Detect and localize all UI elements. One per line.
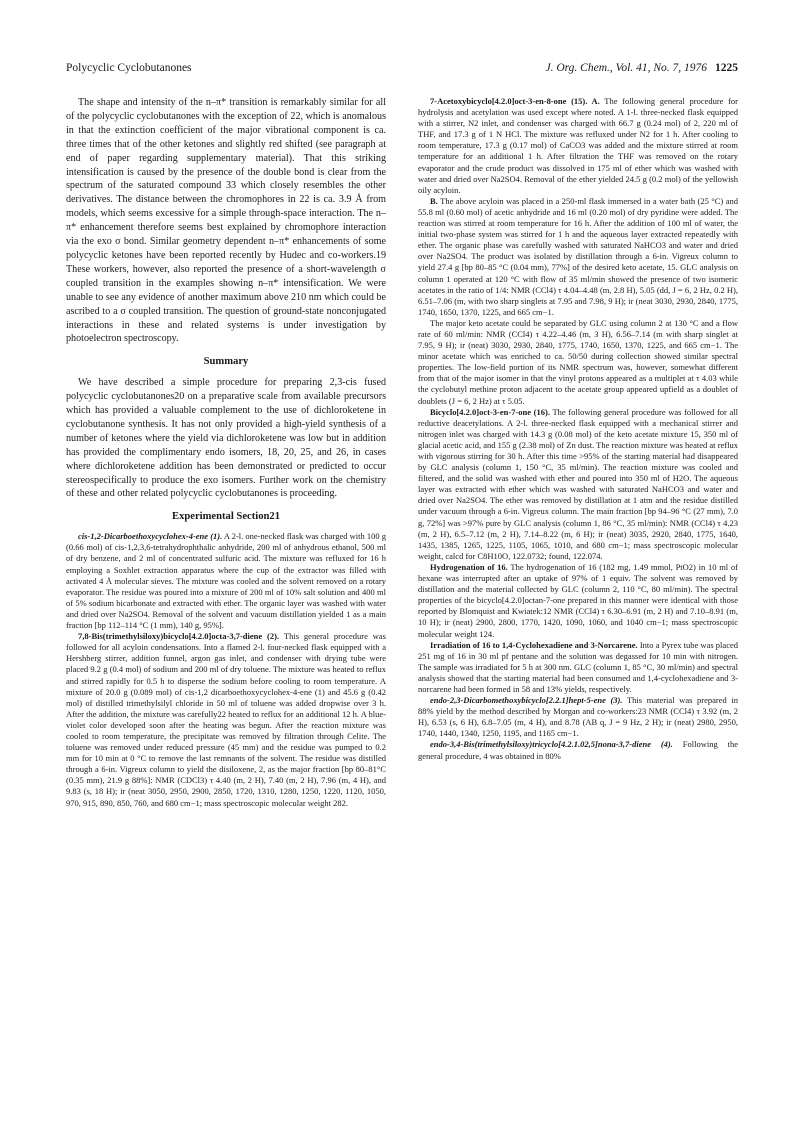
procedure-title: Hydrogenation of 16. bbox=[430, 561, 508, 572]
procedure-text: This material was prepared in 88% yield by the method described by Morgan and co-workers:23 NMR (CCl4) τ 3.92 (m, 2 H), 6.53 (s, 6 H), 6.8–7.05 (m, 4 H), and 8.78 (AB q, J = 9 Hz, 2 H); ir (neat) 2980, 2950, 1740, 1440, 1340, 1250, 1195, and 1165 cm−1. bbox=[418, 695, 738, 739]
procedure-text: Following the general procedure, 4 was obtained in 80% bbox=[418, 739, 739, 761]
right-column bbox=[418, 96, 738, 762]
lead-text bbox=[66, 96, 386, 524]
procedure-title: Irradiation of 16 to 1,4-Cyclohexadiene and 3-Norcarene. bbox=[430, 639, 638, 650]
journal-citation bbox=[545, 62, 738, 74]
summary-heading: Summary bbox=[203, 356, 249, 368]
procedure-text: Into a Pyrex tube was placed 251 mg of 16 in 30 ml pf pentane and the solution was degassed for 10 min with nitrogen. The sample was irradiated for 5 h at 300 nm. GLC (column 1, 85 °C, 30 ml/min) and spectral analysis showed that the starting material had been consumed and 1,4-cyclohexadiene and 3-norcarene had been formed in 58 and 13% yields, respectively. bbox=[418, 639, 738, 694]
procedure-text: The following general procedure for hydrolysis and acetylation was used except where noted. A 1-l. three-necked flask equipped with a stirrer, N2 inlet, and condenser was charged with 66.7 g (0.24 mol) of 2, 220 ml of THF, and 17.3 g of 1 N HCl. The mixture was refluxed under N2 for 1 h. After cooling to room temperature, 17.3 g (0.17 mol) of CaCO3 was added and the mixture stirred at room temperature for an additional 1 h. After filtration the THF was removed on the rotary evaporator and the crude product was dissolved in 175 ml of ether which was washed with water and dried over Na2SO4. Removal of the ether yielded 24.5 g (0.2 mol) of the yellowish oily acyloin. bbox=[418, 96, 738, 195]
procedure-paragraph bbox=[66, 631, 386, 809]
procedure-paragraph bbox=[66, 531, 386, 631]
procedure-paragraph bbox=[418, 695, 738, 739]
procedure-title: endo-2,3-Dicarbomethoxybicyclo[2.2.1]hept-5-ene (3). bbox=[430, 695, 623, 706]
procedure-paragraph bbox=[418, 640, 738, 695]
procedure-text: The hydrogenation of 16 (182 mg, 1.49 mmol, PtO2) in 10 ml of hexane was interrupted after an uptake of 97% of 1 equiv. The solvent was removed by distillation and the material collected by GLC (column 2, 110 °C, 80 ml/min). The spectral properties of the bicyclo[4.2.0]octan-7-one prepared in this manner were identical with those reported by Blomquist and Kwiatek:12 NMR (CCl4) τ 6.30–6.91 (m, 2 H) and 7.10–8.91 (m, 10 H); ir (neat) 2900, 2800, 1770, 1420, 1090, 1060, and 1040 cm−1; mass spectroscopic molecular weight 124. bbox=[418, 561, 738, 639]
journal-name: J. Org. Chem., Vol. 41, No. 7, 1976 bbox=[545, 62, 707, 74]
procedure-paragraph bbox=[418, 739, 738, 761]
procedure-text: A 2-l. one-necked flask was charged with 100 g (0.66 mol) of cis-1,2,3,6-tetrahydrophthalic anhydride, 200 ml of anhydrous ethanol, 500 ml of dry benzene, and 2 ml of concentrated sulfuric acid. The mixture was refluxed for 16 h employing a Soxhlet extraction apparatus where the cup of the extractor was filled with activated 4 Å molecular sieves. The mixture was cooled and the solvent removed on a rotary evaporator. The residue was poured into a mixture of 200 ml of 10% salt solution and 400 ml of 5% sodium bicarbonate and extracted with ether. The organic layer was washed with water and dried over Na2SO4. Removal of the solvent and vacuum distillation yielded 1 as a main fraction [bp 112–114 °C (1 mm), 140 g, 95%]. bbox=[66, 531, 387, 631]
procedure-title: cis-1,2-Dicarboethoxycyclohex-4-ene (1). bbox=[78, 531, 223, 542]
left-column bbox=[66, 96, 386, 809]
intro-paragraph: The shape and intensity of the n–π* transition is remarkably similar for all of the polycyclic cyclobutanones with the exception of 22, which is anomalous in that the extinction coefficient of the major vibrational component is ca. three times that of the other ketones and slightly red shifted (see paragraph at end of paper regarding supplementary material). That this striking intensification is caused by the presence of the double bond is clear from the spectrum of the saturated compound 33 which closely resembles the other derivatives. The distance between the chromophores in 22 is ca. 3.9 Å from models, which seems excessive for a simple through-space interaction. The n–π* enhancement therefore seems best explained by chromophore interaction via the exo σ bond. Similar geometry dependent n–π* enhancements of some polycyclic ketones have been reported recently by Hudec and co-workers.19 These workers, however, also reported the presence of a short-wavelength σ coupled transition in the examples showing n–π* intensification. We were unable to see any evidence of another maximum above 210 nm which could be ascribed to a σ coupled transition. The question of ground-state nonconjugated interactions in these and related systems is under investigation by photoelectron spectroscopy. bbox=[66, 97, 386, 345]
page-number: 1225 bbox=[715, 62, 738, 74]
procedure-title: 7,8-Bis(trimethylsiloxy)bicyclo[4.2.0]octa-3,7-diene (2). bbox=[78, 631, 280, 642]
procedure-paragraph bbox=[418, 96, 738, 196]
running-title: Polycyclic Cyclobutanones bbox=[66, 62, 192, 74]
procedure-paragraph: The major keto acetate could be separated by GLC using column 2 at 130 °C and a flow rate of 60 ml/min: NMR (CCl4) τ 4.22–4.46 (m, 3 H), 6.56–7.14 (m with sharp singlet at 7.95, 9 H); ir (neat) 3030, 2930, 2840, 1775, 1740, 1650, 1370, 1225, and 665 cm−1. The minor acetate which was enriched to ca. 50/50 during collection showed similar spectral properties. The low-field portion of its NMR spectrum was, however, somewhat different from that of the major isomer in that the vinyl protons appeared as a multiplet at τ 4.03 while the cyclobutyl methine proton adjacent to the acetate group appeared upfield as a doublet of doublets (J = 6, 2 Hz) at τ 5.05. bbox=[418, 317, 738, 406]
procedure-title: B. bbox=[430, 195, 438, 206]
procedure-paragraph bbox=[418, 562, 738, 640]
page-header bbox=[66, 62, 738, 78]
procedure-paragraph bbox=[418, 196, 738, 318]
procedure-title: Bicyclo[4.2.0]oct-3-en-7-one (16). bbox=[430, 406, 550, 417]
procedure-text: The above acyloin was placed in a 250-ml flask immersed in a water bath (25 °C) and 55.8 ml (0.60 mol) of acetic anhydride and 16 ml (0.20 mol) of dry pyridine were added. The reaction was stirred at room temperature for 16 h. After the addition of 100 ml of water, the initial two-phase system was stirred for 1 h and the aqueous layer extracted repeatedly with ether. The organic phase was carefully washed with saturated NaHCO3 and water and dried over Na2SO4. The product was isolated by distillation through a 6-in. Vigreux column to yield 27.4 g [bp 80–85 °C (0.04 mm), 77%] of the desired keto acetate, 15. GLC analysis on column 1 operated at 120 °C with flow of 35 ml/min showed the presence of two isomeric acetates in the ratio of 1/4: NMR (CCl4) τ 4.04–4.48 (m, 2.8 H), 5.05 (dd, J = 6, 2 Hz, 0.2 H), 6.51–7.06 (m, with two sharp singlets at 7.95 and 7.98, 9 H); ir (neat 3030, 2930, 2840, 1775, 1740, 1650, 1370, 1225, and 665 cm−1. bbox=[418, 195, 738, 317]
experimental-heading: Experimental Section21 bbox=[172, 511, 280, 523]
procedure-title: 7-Acetoxybicyclo[4.2.0]oct-3-en-8-one (15). A. bbox=[430, 96, 600, 106]
procedure-title: endo-3,4-Bis(trimethylsiloxy)tricyclo[4.2.1.02,5]nona-3,7-diene (4). bbox=[430, 739, 673, 750]
procedure-paragraph bbox=[418, 407, 738, 562]
procedure-text: This general procedure was followed for all acyloin condensations. Into a flamed 2-l. four-necked flask equipped with a Hershberg stirrer, addition funnel, argon gas inlet, and condenser with drying tube were placed 9.2 g (0.4 mol) of sodium and 200 ml of dry toluene. The mixture was heated to reflux and stirred rapidly for 0.5 h to disperse the sodium before cooling to room temperature. A mixture of 20.0 g (0.089 mol) of cis-1,2 dicarboethoxycyclohex-4-ene (1) and 45.6 g (0.42 mol) of distilled trimethylsilyl chloride in 50 ml of toluene was added dropwise over 3 h. After the addition, the mixture was carefully22 heated to reflux for an additional 12 h. A blue-violet color developed soon after the heating was begun. After the reaction mixture was cooled to room temperature, the precipitate was removed by filtration through Celite. The toluene was removed under reduced pressure (45 mm) and the residue was pumped to 0.2 mm for 10 min at 0 °C to remove the last remnants of the solvent. The residue was distilled through a 6-in. Vigreux column to yield the disiloxene, 2, as the major fraction [bp 80–81°C (0.35 mm), 21.9 g 88%]: NMR (CDCl3) τ 4.40 (m, 2 H), 7.40 (m, 2 H), 7.96 (m, 4 H), and 9.83 (s, 18 H); ir (neat 3050, 2950, 2900, 2850, 1720, 1310, 1280, 1250, 1220, 1120, 1050, 970, 915, 890, 850, 760, and 680 cm−1; mass spectroscopic molecular weight 282. bbox=[66, 631, 386, 808]
summary-paragraph: We have described a simple procedure for preparing 2,3-cis fused polycyclic cyclobutanones20 on a preparative scale from available precursors which has provided a valuable complement to the use of dichloroketene in cyclobutanone synthesis. It has not only provided a high-yield synthesis of a number of ketones where the yield via dichloroketene was low but in addition has provided the complimentary endo isomers, 18, 20, 25, and 26, in cases where dichloroketene addition has been demonstrated or predicted to occur stereospecifically to produce the exo isomers. Further work on the chemistry of these and other related polycyclic cyclobutanones is proceeding. bbox=[66, 377, 386, 500]
procedure-text: The following general procedure was followed for all reductive deacetylations. A 2-l. three-necked flask equipped with a mechanical stirrer and nitrogen inlet was charged with 14.3 g (0.08 mol) of the keto acetate mixture 15, 350 ml of glacial acetic acid, and 155 g (2.38 mol) of Zn dust. The reaction mixture was heated at reflux with vigorous stirring for 30 h. After this time >95% of the starting material had disappeared by GLC analysis (column 1, 150 °C, 35 ml/min). The reaction mixture was cooled and filtered, and the solid was washed with ether and poured into 350 ml of H2O. The aqueous layer was extracted with ether which was washed with saturated NaHCO3 and water and dried over Na2SO4. The ether was removed by distillation at 1 atm and the residue distilled under vacuum through a 6-in. Vigreux column. The main fraction [bp 94–96 °C (27 mm), 7.0 g, 72%] was >97% pure by GLC analysis (column 1, 86 °C, 35 ml/min): NMR (CCl4) τ 4.23 (m, 2 H), 6.5–7.12 (m, 2 H), 7.14–8.22 (m, 6 H); ir (neat) 3035, 2920, 2840, 1775, 1640, 1435, 1385, 1265, 1225, 1105, 1065, 1010, and 680 cm−1; mass spectroscopic molecular weight, calcd for C8H10O, 122.0732; found, 122.074. bbox=[418, 406, 738, 561]
